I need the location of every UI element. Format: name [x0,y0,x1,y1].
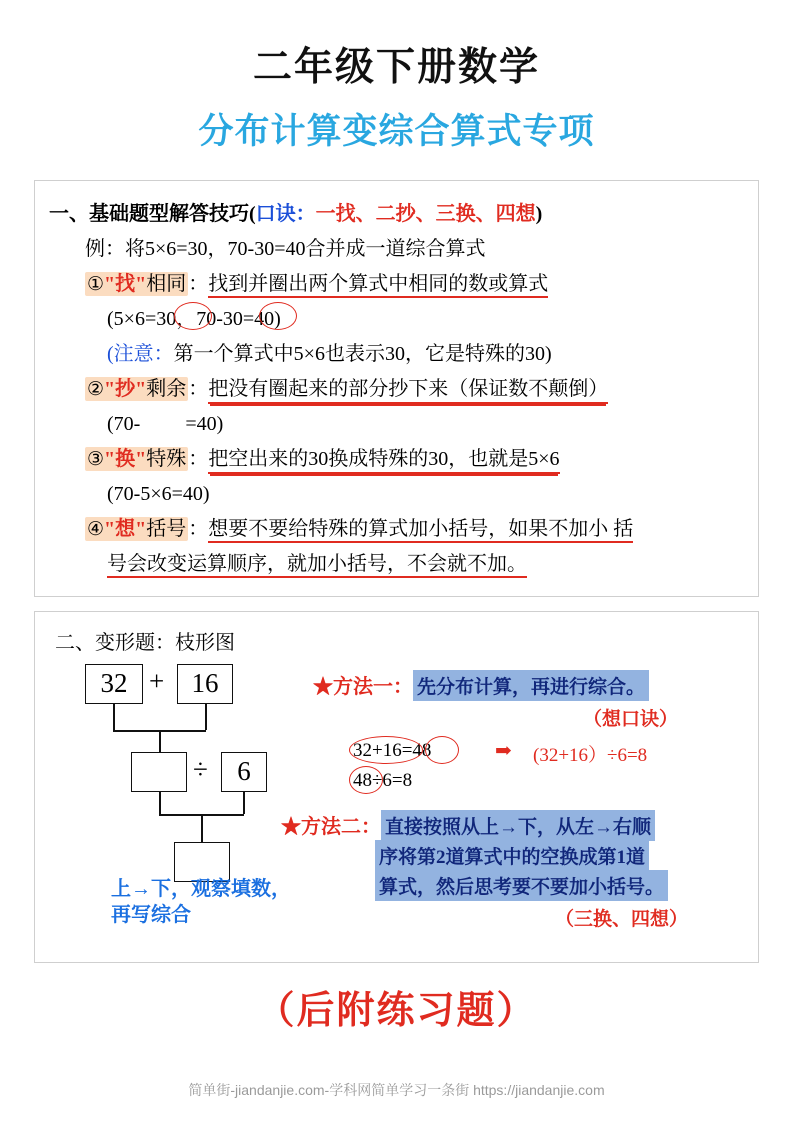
watermark: 简单街-jiandanjie.com-学科网简单学习一条街 https://jiandanjie.com [188,1082,605,1098]
blue-note-line-1: 上→下，观察填数， [111,878,291,900]
footer-note: （后附练习题） [256,990,537,1032]
step-2-marker [85,377,188,401]
method-2-hint: （三换、四想） [555,909,689,930]
step-1-sub-text [107,304,281,335]
method-2-line-3: 算式，然后思考要不要加小括号。 [375,870,668,901]
step-4-body2 [49,549,744,580]
step-note-label: (注意： [107,343,174,365]
tree-line-bottom-stem [201,814,203,842]
step-4-body: 想要不要给特殊的算式加小括号，如果不加小 括 [208,518,633,543]
section-basics [34,180,759,597]
tree-top-left: 32 [85,664,143,704]
method-1-result: (32+16）÷6=8 [533,745,648,766]
step-2-sub: (70- =40) [107,413,224,435]
step-note [49,339,744,370]
step-1-rest: 相同 [146,273,187,295]
method-1-arrow: ➡ [495,740,512,762]
method-1-eq1-text: 32+16=48 [353,740,432,761]
page-title: 二年级下册数学 [252,46,540,89]
tree-line-top-right [205,704,207,730]
section1-heading-prefix: 一、基础题型解答技巧( [49,203,256,225]
step-3-marker [85,447,188,471]
step-note-body: 第一个算式中5×6也表示30，它是特殊的30) [173,343,552,365]
step-4-rest: 括号 [146,518,187,540]
step-3-number: ③ [87,449,105,470]
method-1-row [313,670,649,701]
tree-top-right: 16 [177,664,233,704]
tree-mid-right: 6 [221,752,267,792]
method-1-eq1-wrap [353,740,431,762]
step-4-marker [85,517,188,541]
koujue-value: 一找、二抄、三换、四想 [315,203,536,225]
method-2-line-3-row [375,870,668,901]
method-2-row [281,810,655,841]
step-1 [49,269,744,300]
step-3-rest: 特殊 [146,448,187,470]
step-1-body: 找到并圈出两个算式中相同的数或算式 [208,273,548,298]
step-2-colon: ： [188,378,209,400]
tree-line-top-stem [159,730,161,752]
step-3-colon: ： [188,448,209,470]
tree-mid-left-blank [131,752,187,792]
section-transform [34,611,759,963]
tree-line-top-left [113,704,115,730]
section2-heading: 二、变形题：枝形图 [55,632,235,654]
method-1-eq2-wrap [353,770,412,792]
blue-note-line-2: 再写综合 [111,904,191,926]
step-2-number: ② [87,379,105,400]
tree-line-mid-right [243,792,245,814]
method-2-line-1: 直接按照从上→下，从左→右顺 [381,810,655,841]
koujue-label: 口诀： [255,203,316,225]
method-1-eq1 [353,740,431,762]
method-1-eq2 [353,770,412,792]
section1-example: 例：将5×6=30，70-30=40合并成一道综合算式 [85,238,486,260]
step-4 [49,514,744,545]
tree-plus-sign: + [149,666,165,696]
step-3-quoted: "换" [104,448,147,470]
step-2-body: 把没有圈起来的部分抄下来（保证数不颠倒） [208,378,608,404]
step-1-marker [85,272,188,296]
step-4-number: ④ [87,519,105,540]
tree-divide-sign: ÷ [193,754,208,784]
step-1-sub [49,304,744,335]
method-1-hint: （想口诀） [583,709,679,730]
page-subtitle: 分布计算变综合算式专项 [198,112,595,151]
section1-heading [49,199,744,230]
tree-line-mid-left [159,792,161,814]
step-1-colon: ： [188,273,209,295]
section1-heading-suffix: ) [535,203,543,225]
step-2-rest: 剩余 [146,378,187,400]
step-2 [49,374,744,405]
method-2-line-2-row [375,840,649,871]
step-3-body: 把空出来的30换成特殊的30，也就是5×6 [208,448,559,474]
step-1-number: ① [87,274,105,295]
step-4-quoted: "想" [104,518,147,540]
method-2-label: ★方法二： [281,816,381,838]
method-1-eq2-text: 48÷6=8 [353,770,413,791]
method-1-text: 先分布计算，再进行综合。 [413,670,649,701]
step-3-sub: (70-5×6=40) [107,483,210,505]
step-1-quoted: "找" [104,273,147,295]
method-1-label: ★方法一： [313,676,413,698]
step-4-body2-text: 号会改变运算顺序，就加小括号，不会就不加。 [107,553,527,578]
step-4-colon: ： [188,518,209,540]
method-2-line-2: 序将第2道算式中的空换成第1道 [375,840,649,871]
step-3 [49,444,744,475]
step-1-sub-value: (5×6=30，70-30=40) [107,308,281,330]
step-2-quoted: "抄" [104,378,147,400]
